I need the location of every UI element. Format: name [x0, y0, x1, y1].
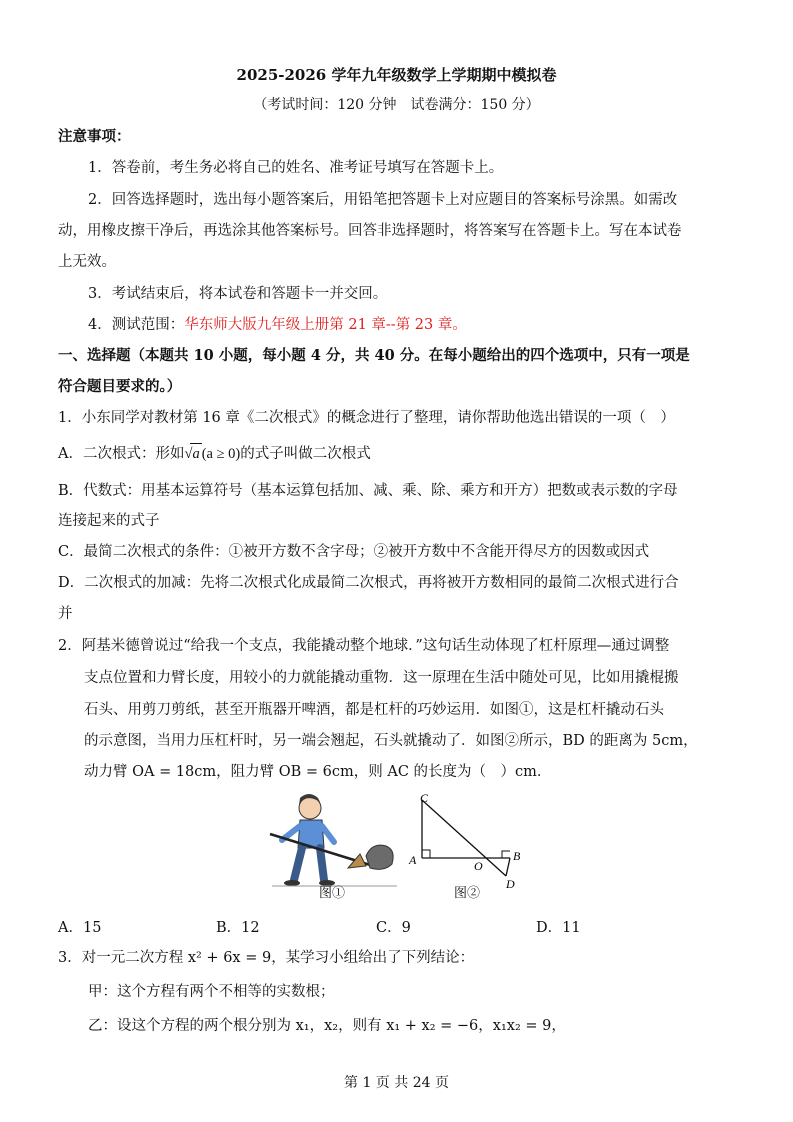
- notice-item-3: 3．考试结束后，将本试卷和答题卡一并交回。: [88, 286, 388, 302]
- notice-item-2b: 动，用橡皮擦干净后，再选涂其他答案标号。回答非选择题时，将答案写在答题卡上。写在本试卷: [58, 223, 682, 239]
- figure-1: [262, 790, 402, 900]
- q1-option-d-line1: D．二次根式的加减：先将二次根式化成最简二次根式，再将被开方数相同的最简二次根式进行合: [58, 575, 679, 591]
- page-footer: 第 1 页 共 24 页: [344, 1075, 449, 1091]
- q1-option-b-line1: B．代数式：用基本运算符号（基本运算包括加、减、乘、除、乘方和开方）把数或表示数的字母: [58, 483, 678, 499]
- q1-option-d-line2: 并: [58, 606, 73, 622]
- section1-heading-line2: 符合题目要求的。）: [58, 378, 182, 395]
- test-range: 华东师大版九年级上册第 21 章--第 23 章。: [184, 317, 467, 333]
- point-c-label: C: [420, 791, 429, 805]
- notice-item-1: 1．答卷前，考生务必将自己的姓名、准考证号填写在答题卡上。: [88, 160, 504, 176]
- figure-1-caption: 图①: [318, 886, 345, 901]
- point-d-label: D: [506, 877, 515, 890]
- q1-option-a-suffix: 的式子叫做二次根式: [240, 446, 371, 462]
- q2-option-c: C．9: [376, 920, 411, 936]
- q1-option-a: [58, 443, 371, 464]
- q2-line4: 的示意图，当用力压杠杆时，另一端会翘起，石头就撬动了．如图②所示，BD 的距离为 5cm，: [84, 733, 698, 749]
- q3-statement-jia: 甲：这个方程有两个不相等的实数根；: [88, 984, 335, 1000]
- q1-stem: 1．小东同学对教材第 16 章《二次根式》的概念进行了整理，请你帮助他选出错误的一项（ ）: [58, 410, 675, 426]
- notice-item-4: [88, 315, 467, 335]
- q2-option-d: D．11: [536, 920, 581, 936]
- sqrt-radicand: a: [190, 443, 201, 464]
- q3-stem: 3．对一元二次方程 x² + 6x = 9，某学习小组给出了下列结论：: [58, 950, 475, 966]
- q2-option-b: B．12: [216, 920, 260, 936]
- section1-heading-line1: 一、选择题（本题共 10 小题，每小题 4 分，共 40 分。在每小题给出的四个选项中，只有一项是: [58, 347, 690, 364]
- q1-option-a-prefix: A．二次根式：形如: [58, 446, 185, 462]
- point-a-label: A: [409, 853, 417, 867]
- point-b-label: B: [513, 849, 521, 863]
- figure-2: [402, 790, 532, 900]
- q2-line5: 动力臂 OA = 18cm，阻力臂 OB = 6cm，则 AC 的长度为（ ）cm．: [84, 764, 552, 780]
- q1-option-c: C．最简二次根式的条件：①被开方数不含字母；②被开方数中不含能开得尽方的因数或因式: [58, 544, 650, 560]
- notice-item-2c: 上无效。: [58, 254, 116, 270]
- q1-option-b-line2: 连接起来的式子: [58, 513, 160, 529]
- figure-2-caption: 图②: [453, 886, 480, 901]
- point-o-label: O: [474, 859, 483, 873]
- q2-line3: 石头、用剪刀剪纸，甚至开瓶器开啤酒，都是杠杆的巧妙运用．如图①，这是杠杆撬动石头: [84, 702, 664, 718]
- q1-option-a-condition: (a ≥ 0): [201, 446, 241, 462]
- q2-line2: 支点位置和力臂长度，用较小的力就能撬动重物．这一原理在生活中随处可见，比如用撬棍搬: [84, 670, 679, 686]
- lever-geometry-diagram: [402, 790, 532, 890]
- q3-statement-yi: 乙：设这个方程的两个根分别为 x₁，x₂，则有 x₁ + x₂ = −6，x₁x₂ = 9，: [88, 1018, 566, 1034]
- sqrt-symbol: √: [184, 446, 193, 462]
- notice-item-4-prefix: 4．测试范围：: [88, 317, 185, 333]
- exam-title: 2025-2026 学年九年级数学上学期期中模拟卷: [236, 66, 557, 84]
- exam-subtitle: （考试时间：120 分钟 试卷满分：150 分）: [253, 97, 540, 113]
- q2-option-a: A．15: [58, 920, 102, 936]
- notice-heading: 注意事项：: [58, 128, 131, 145]
- q2-line1: 2．阿基米德曾说过“给我一个支点，我能撬动整个地球．”这句话生动体现了杠杆原理—通过调整: [58, 638, 670, 654]
- notice-item-2a: 2．回答选择题时，选出每小题答案后，用铅笔把答题卡上对应题目的答案标号涂黑。如需改: [88, 192, 678, 208]
